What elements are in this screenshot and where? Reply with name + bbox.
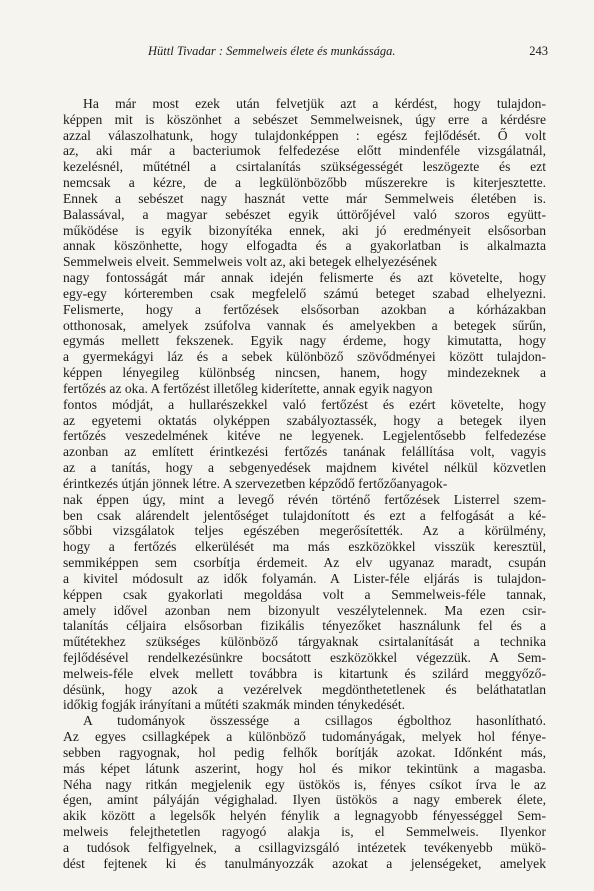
- text-line: egymás mellett fekszenek. Egyik nagy érdeme, hogy kimutatta, hogy: [63, 333, 546, 349]
- text-line: ben csak alárendelt jelentőséget tulajdonított és ezt a felfogását a ké-: [63, 507, 546, 523]
- text-line: a kivitel módosult az idők folyamán. A Lister-féle eljárás is tulajdon-: [63, 570, 546, 586]
- text-line: fontos módját, a hullarészekkel való fertőzést és ezért követelte, hogy: [63, 396, 546, 412]
- text-line: Semmelweis elveit. Semmelweis volt az, aki betegek elhelyezésének: [63, 254, 438, 270]
- text-line: Felismerte, hogy a fertőzések elsősorban azokban a kórházakban: [63, 301, 546, 317]
- text-line: más képet látunk aszerint, hogy hol és mikor tekintünk a magasba.: [63, 760, 546, 776]
- body-text: [63, 96, 546, 872]
- text-line: hogy a fertőzés elkerülését ma más eszközökkel visszük keresztül,: [63, 539, 546, 555]
- text-line: képpen mit is köszönhet a sebészet Semmelweisnek, úgy erre a kérdésre: [63, 111, 546, 127]
- text-line: désünk, hogy azok a vezérelvek megdönthetetlenek és beláthatatlan: [63, 681, 546, 697]
- text-line: érintkezés útján jönnek létre. A szervezetben képződő fertőzőanyagok-: [63, 475, 448, 491]
- text-line: sebben ragyognak, hol pedig felhők borítják azokat. Időnként más,: [63, 744, 546, 760]
- text-line: nagy fontosságát már annak idején felismerte és azt követelte, hogy: [63, 270, 546, 286]
- text-line: képpen lényegileg különbség nincsen, hanem, hogy mindezeknek a: [63, 365, 546, 381]
- text-line: fertőzés az oka. A fertőzést illetőleg kiderítette, annak egyik nagyon: [63, 380, 433, 396]
- text-line: az egyetemi oktatás olyképpen szabályoztassék, hogy a betegek ilyen: [63, 412, 546, 428]
- text-line: otthonosak, amelyek zsúfolva vannak és amelyekben a betegek sűrűn,: [63, 317, 546, 333]
- text-line: nemcsak a kézre, de a legkülönbözőbb műszerekre is kiterjesztette.: [63, 175, 546, 191]
- text-line: Ennek a sebészet nagy hasznát vette már Semmelweis életében is.: [63, 190, 546, 206]
- text-line: amely idővel azonban nem bizonyult veszélytelennek. Ma ezen csir-: [63, 602, 546, 618]
- text-line: működése is egyik bizonyítéka ennek, aki jó eredményeit elsősorban: [63, 222, 546, 238]
- text-line: a tudósok felfigyelnek, a csillagvizsgáló intézetek tevékenyebb mükö-: [63, 839, 546, 855]
- text-line: égen, amint pályáján végighalad. Ilyen üstökös a nagy emberek élete,: [63, 792, 546, 808]
- text-line: semmiképpen sem csorbítja érdemeit. Az elv ugyanaz maradt, csupán: [63, 555, 546, 571]
- text-line: Az egyes csillagképek a különböző tudományágak, melyek hol fénye-: [63, 729, 546, 745]
- text-line: a gyermekágyi láz és a sebek különböző szövődményei között tulajdon-: [63, 349, 546, 365]
- text-line: fejlődésével rendelkezésünkre bocsátott eszközökkel végezzük. A Sem-: [63, 649, 546, 665]
- text-line: melweis-féle elvek mellett továbbra is kitartunk és szilárd meggyőző-: [63, 665, 546, 681]
- text-line: talanítás céljaira elsősorban fizikális tényezőket használunk fel és a: [63, 618, 546, 634]
- text-line: az a tanítás, hogy a sebgenyedések majdnem kivétel nélkül közvetlen: [63, 460, 546, 476]
- text-line: fertőzés veszedelmének kitéve ne legyenek. Legjelentősebb felfedezése: [63, 428, 546, 444]
- text-line: időkig fogják irányítani a műtéti szakmák minden ténykedését.: [63, 697, 406, 713]
- text-line: képpen csak gyakorlati megoldása volt a Semmelweis-féle tannak,: [63, 586, 546, 602]
- text-line: nak éppen úgy, mint a levegő révén történő fertőzések Listerrel szem-: [63, 491, 546, 507]
- text-line: Ha már most ezek után felvetjük azt a kérdést, hogy tulajdon-: [83, 96, 546, 111]
- text-line: azzal válaszolhatunk, hogy tulajdonképpen : egész fejlődését. Ő volt: [63, 127, 546, 143]
- text-line: azonban az említett érintkezési fertőzés tanának felállítása volt, vagyis: [63, 444, 546, 460]
- text-line: A tudományok összessége a csillagos égbolthoz hasonlítható.: [83, 713, 546, 729]
- text-line: műtétekhez szükséges különböző tárgyaknak csirtalanítását a technika: [63, 634, 546, 650]
- text-line: kezelésnél, műtétnél a csirtalanítás szükségességét leszögezte és ezt: [63, 159, 546, 175]
- running-header: [148, 44, 548, 64]
- text-line: az, aki már a bacteriumok felfedezése előtt mindenféle vizsgálatnál,: [63, 143, 546, 159]
- text-line: dést fejtenek ki és tanulmányozzák azokat a jelenségeket, amelyek: [63, 855, 546, 871]
- text-line: annak köszönhette, hogy elfogadta és a gyakorlatban is alkalmazta: [63, 238, 546, 254]
- running-title: Hüttl Tivadar : Semmelweis élete és munkássága.: [148, 44, 396, 58]
- text-line: akik között a legelsők helyén fénylik a legnagyobb fényességgel Sem-: [63, 808, 546, 824]
- text-line: Balassával, a magyar sebészet egyik úttörőjével való szoros együtt-: [63, 206, 546, 222]
- text-line: Néha nagy ritkán megjelenik egy üstökös is, fényes csíkot írva le az: [63, 776, 546, 792]
- text-line: egy-egy kórteremben csak megfelelő számú beteget szabad elhelyezni.: [63, 285, 546, 301]
- text-line: melweis felejthetetlen ragyogó alakja is, el Semmelweis. Ilyenkor: [63, 824, 546, 840]
- page-number: 243: [529, 44, 548, 58]
- text-line: sőbbi vizsgálatok teljes egészében megerősítették. Az a körülmény,: [63, 523, 546, 539]
